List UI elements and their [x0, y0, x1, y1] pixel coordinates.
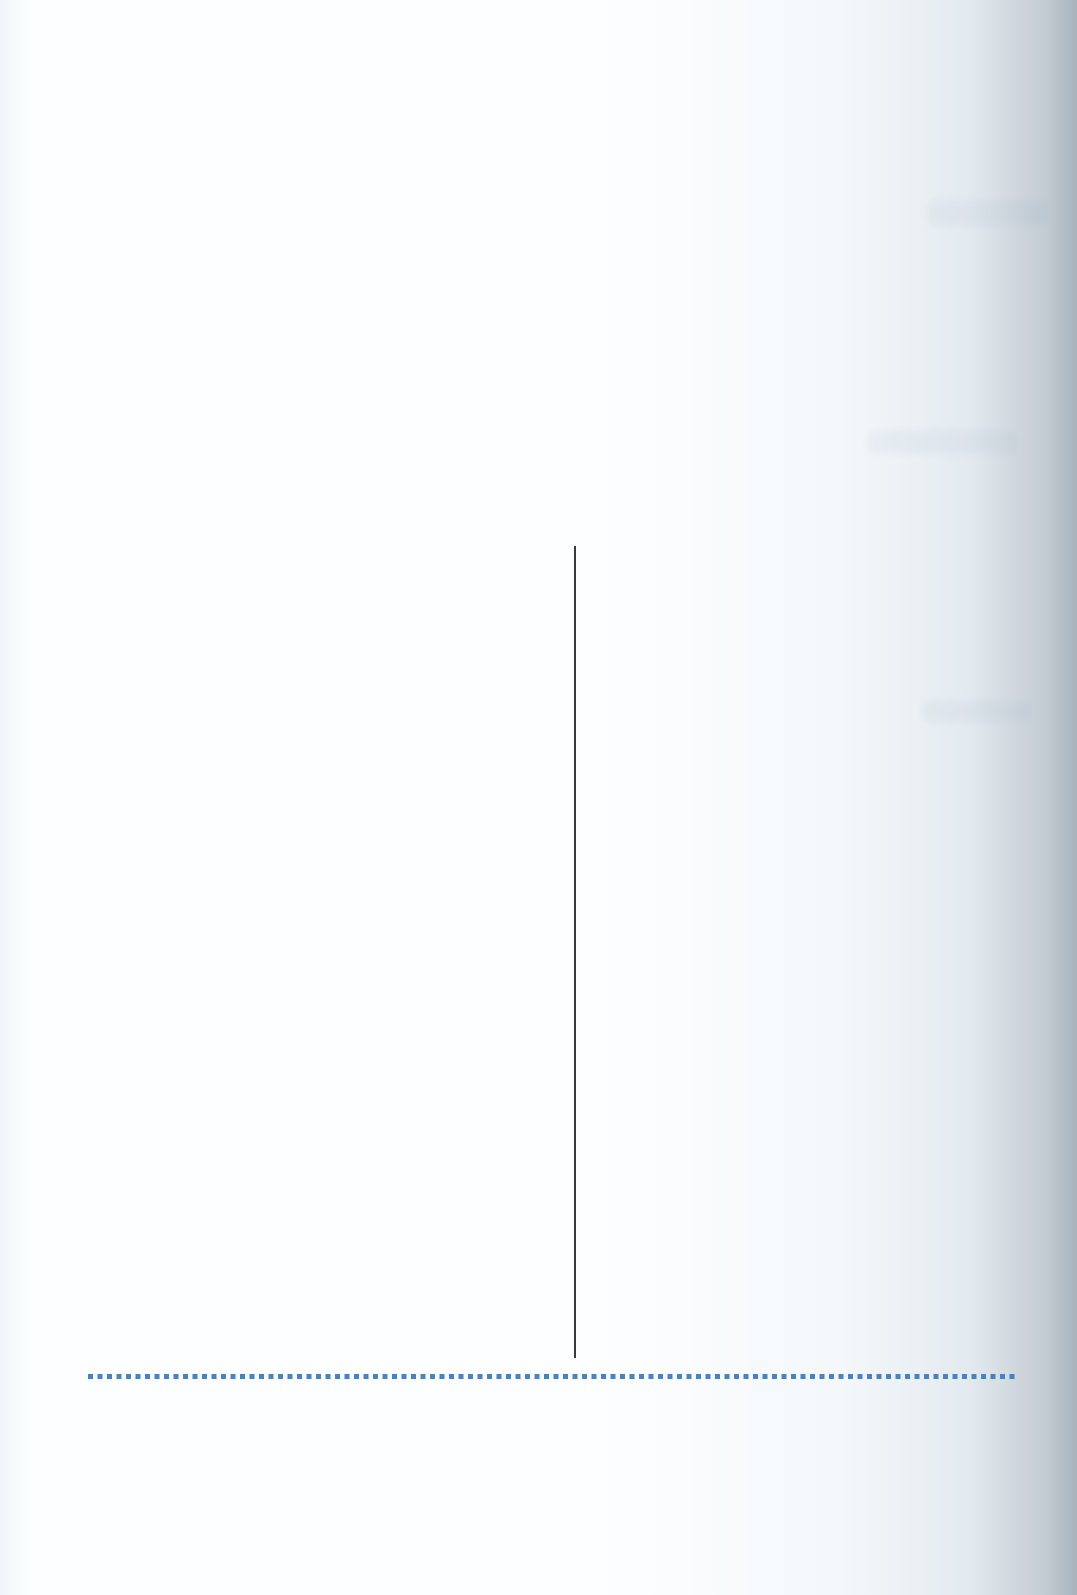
toc-bottom-entry: [80, 1374, 1027, 1388]
toc-column-left: [88, 546, 574, 1361]
scan-bleedthrough-artifact: [927, 200, 1047, 226]
scan-bleedthrough-artifact: [867, 430, 1017, 454]
toc-column-right: [576, 546, 1040, 1361]
toc-columns: [88, 546, 1040, 1361]
dot-leader: [88, 1374, 1019, 1379]
